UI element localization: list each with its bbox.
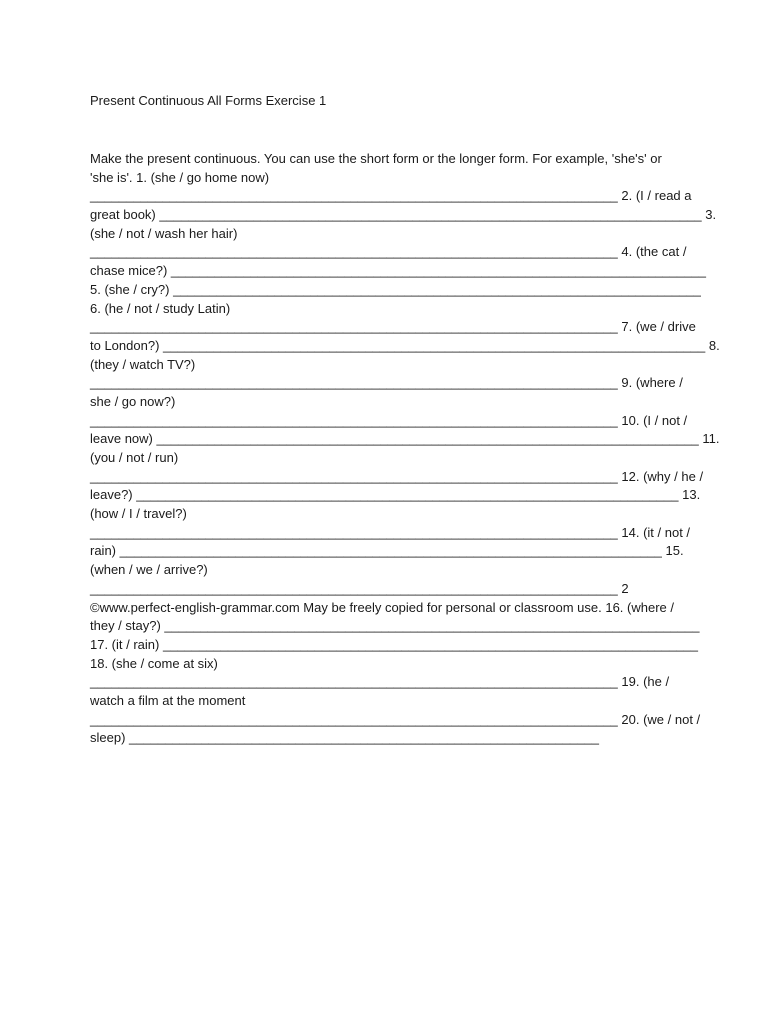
text-line: _________________________________________________________________________ 2. (I / read a xyxy=(90,188,692,204)
text-line: _________________________________________________________________________ 2 xyxy=(90,580,629,596)
text-line: _________________________________________________________________________ 20. (we / not / xyxy=(90,711,701,727)
text-line: ©www.perfect-english-grammar.com May be freely copied for personal or classroom use. 16. (where / xyxy=(90,599,674,615)
text-line: rain) ___________________________________________________________________________ 15. xyxy=(90,543,684,559)
text-line: 18. (she / come at six) xyxy=(90,655,218,671)
text-line: 5. (she / cry?) _________________________________________________________________________ xyxy=(90,281,701,297)
text-line: they / stay?) __________________________________________________________________________ xyxy=(90,618,700,634)
text-line: to London?) ___________________________________________________________________________ 8. xyxy=(90,337,720,353)
text-line: 6. (he / not / study Latin) xyxy=(90,300,231,316)
text-line: (they / watch TV?) xyxy=(90,356,196,372)
text-line: (she / not / wash her hair) xyxy=(90,225,238,241)
text-line: (when / we / arrive?) xyxy=(90,562,208,578)
text-line: _________________________________________________________________________ 19. (he / xyxy=(90,674,670,690)
text-line: _________________________________________________________________________ 9. (where / xyxy=(90,375,683,391)
text-line: _________________________________________________________________________ 4. (the cat / xyxy=(90,244,687,260)
text-line: Make the present continuous. You can use the short form or the longer form. For example, 'she's' or xyxy=(90,151,662,166)
text-line: sleep) _________________________________________________________________ xyxy=(90,730,599,746)
text-line: leave?) ___________________________________________________________________________ 13. xyxy=(90,487,701,503)
exercise-body xyxy=(90,150,720,748)
text-line: she / go now?) xyxy=(90,393,176,409)
document-title: Present Continuous All Forms Exercise 1 xyxy=(90,93,327,108)
text-line: _________________________________________________________________________ 7. (we / drive xyxy=(90,319,696,335)
text-line: (you / not / run) xyxy=(90,450,179,465)
text-line: _________________________________________________________________________ 10. (I / not / xyxy=(90,412,688,428)
text-line: great book) ___________________________________________________________________________ 3. xyxy=(90,207,717,223)
text-line: 17. (it / rain) __________________________________________________________________________ xyxy=(90,636,698,652)
text-line: chase mice?) __________________________________________________________________________ xyxy=(90,263,706,279)
text-line: _________________________________________________________________________ 14. (it / not / xyxy=(90,524,691,540)
text-line: leave now) ___________________________________________________________________________ 11. xyxy=(90,431,720,447)
text-line: 'she is'. 1. (she / go home now) xyxy=(90,169,270,185)
text-line: (how / I / travel?) xyxy=(90,506,187,522)
text-line: _________________________________________________________________________ 12. (why / he / xyxy=(90,468,704,484)
text-line: watch a film at the moment xyxy=(90,692,246,708)
